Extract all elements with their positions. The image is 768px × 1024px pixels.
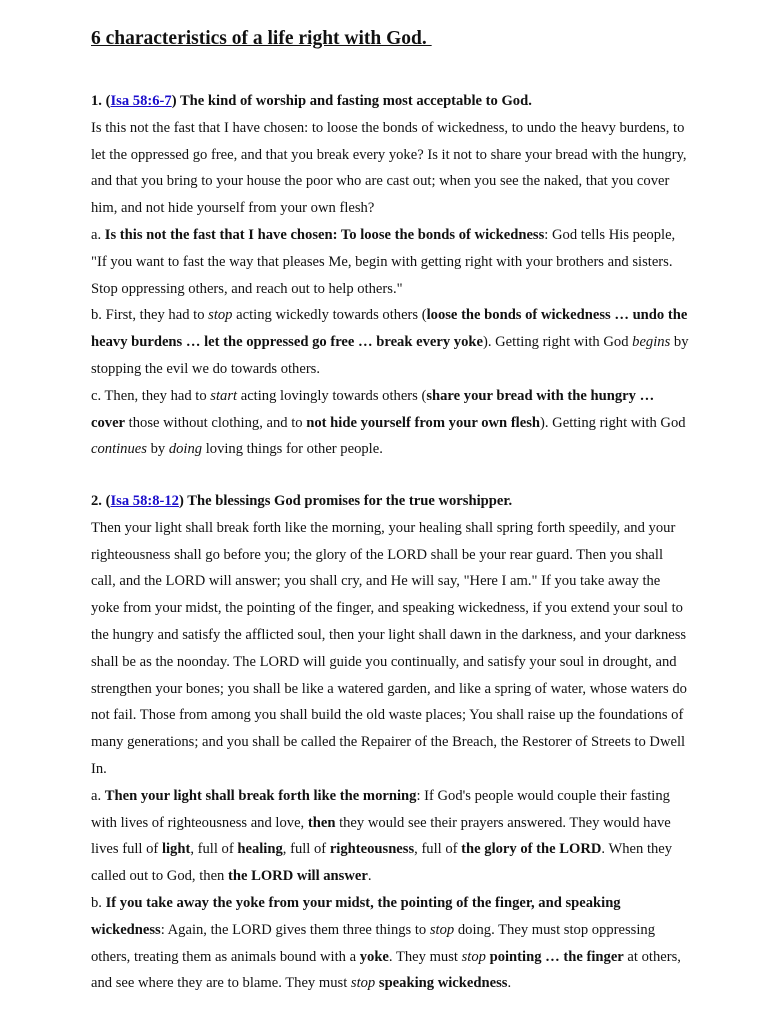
bold-text: light <box>161 841 191 858</box>
bold-text: share your bread with the hungry … cover <box>91 387 655 431</box>
body-text: . <box>367 868 372 885</box>
body-text: loving things for other people. <box>202 441 383 458</box>
body-text: : If God's people would couple their fasting with lives of righteousness and love, <box>91 787 670 831</box>
bold-text: the glory of the LORD <box>461 841 602 858</box>
italic-text: stop <box>461 948 486 965</box>
point-a <box>91 783 691 890</box>
body-text: b. First, they had to <box>91 307 209 324</box>
italic-text: start <box>210 387 238 404</box>
bold-text: If you take away the yoke from your midst, the pointing of the finger, and speaking wickedness <box>91 894 621 938</box>
section-2-heading <box>91 488 691 515</box>
body-text: doing. They must stop oppressing others, treating them as animals bound with a <box>91 921 656 965</box>
point-b <box>91 890 691 997</box>
point-label: a. <box>91 787 105 804</box>
body-text: by stopping the evil we do towards others. <box>91 334 689 377</box>
bold-text: Then your light shall break forth like the morning <box>104 787 417 804</box>
body-text: , full of <box>414 841 462 858</box>
bold-text: speaking wickedness <box>378 975 508 992</box>
scripture-link-isa-58-8-12[interactable]: Isa 58:8-12 <box>110 493 179 509</box>
heading-text: The kind of worship and fasting most acceptable to God. <box>176 93 532 109</box>
bold-text: pointing … the finger <box>489 948 624 965</box>
page-title: 6 characteristics of a life right with God. <box>91 28 432 49</box>
body-text: those without clothing, and to <box>125 414 307 431</box>
body-text: . <box>507 975 512 992</box>
bold-text: not hide yourself from your own flesh <box>306 414 541 431</box>
body-text: ). Getting right with God <box>540 414 686 431</box>
scripture-link-isa-58-6-7[interactable]: Isa 58:6-7 <box>110 93 172 109</box>
section-1-heading <box>91 88 691 115</box>
heading-text: The blessings God promises for the true worshipper. <box>183 493 513 509</box>
body-text: , full of <box>190 841 238 858</box>
body-text: . When they called out to God, then <box>91 841 673 885</box>
body-text: acting wickedly towards others ( <box>232 307 427 324</box>
italic-text: begins <box>632 334 671 351</box>
bold-text: yoke <box>359 948 389 965</box>
body-text: they would see their prayers answered. They would have lives full of <box>91 814 671 858</box>
scripture-verse: Then your light shall break forth like the morning, your healing shall spring forth speedily, and your righteousness shall go before you; the glory of the LORD shall be your rear guard. Then you shall call, and the LORD will answer; you shall cry, and He will say, "Here I am." If you take away the yoke from your midst, the pointing of the finger, and speaking wickedness, if you extend your soul to the hungry and satisfy the afflicted soul, then your light shall dawn in the darkness, and your darkness shall be as the noonday. The LORD will guide you continually, and satisfy your soul in drought, and strengthen your bones; you shall be like a watered garden, and like a spring of water, whose waters do not fail. Those from among you shall build the old waste places; You shall raise up the foundations of many generations; and you shall be called the Repairer of the Breach, the Restorer of Streets to Dwell In. <box>91 519 687 777</box>
paren-close: ) <box>171 93 177 109</box>
section-2 <box>91 488 691 997</box>
bold-text: Is this not the fast that I have chosen: To loose the bonds of wickedness <box>104 226 545 243</box>
body-text: acting lovingly towards others ( <box>237 387 427 404</box>
paren-close: ) <box>178 493 184 509</box>
italic-text: stop <box>350 975 376 992</box>
section-number: 1. ( <box>91 93 111 109</box>
body-text: : God tells His people, "If you want to fast the way that pleases Me, begin with getting right with your brothers and sisters. Stop oppressing others, and reach out to help others." <box>91 226 676 297</box>
point-a <box>91 222 691 302</box>
body-text: at others, and see where they are to blame. They must <box>91 948 681 992</box>
section-1 <box>91 88 691 463</box>
body-text: c. Then, they had to <box>91 387 211 404</box>
body-text: by <box>146 441 169 458</box>
italic-text: stop <box>208 307 233 324</box>
italic-text: continues <box>91 441 147 458</box>
point-label: b. <box>91 894 106 911</box>
body-text: , full of <box>282 841 330 858</box>
point-label: a. <box>91 226 105 243</box>
bold-text: the LORD will answer <box>228 868 368 885</box>
italic-text: doing <box>168 441 203 458</box>
body-text: ). Getting right with God <box>482 334 633 351</box>
bold-text: loose the bonds of wickedness … undo the heavy burdens … let the oppressed go free … break every yoke <box>91 307 688 351</box>
italic-text: stop <box>429 921 455 938</box>
bold-text: then <box>307 814 336 831</box>
point-c <box>91 383 691 463</box>
body-text: . They must <box>388 948 462 965</box>
bold-text: healing <box>237 841 283 858</box>
bold-text: righteousness <box>329 841 415 858</box>
point-b <box>91 302 691 382</box>
section-number: 2. ( <box>91 493 111 509</box>
scripture-verse: Is this not the fast that I have chosen: to loose the bonds of wickedness, to undo the heavy burdens, to let the oppressed go free, and that you break every yoke? Is it not to share your bread with the hungry, and that you bring to your house the poor who are cast out; when you see the naked, that you cover him, and not hide yourself from your own flesh? <box>91 119 687 217</box>
body-text: : Again, the LORD gives them three things to <box>160 921 430 938</box>
